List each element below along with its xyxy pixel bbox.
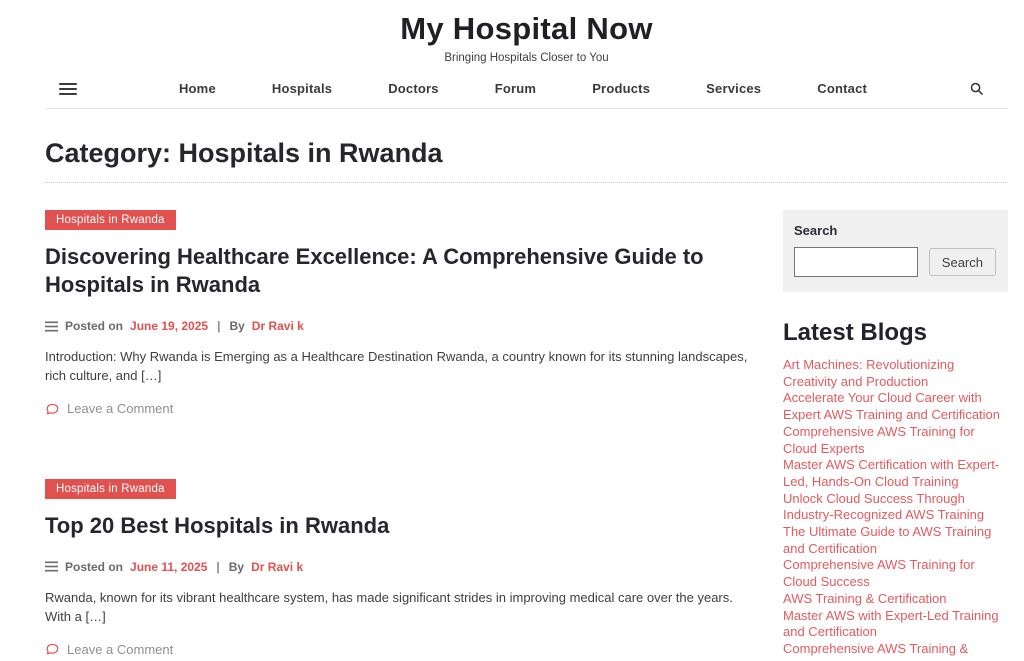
- post-excerpt: Rwanda, known for its vibrant healthcare system, has made significant strides in improving medical care over the years. With a […]: [45, 588, 759, 626]
- post-author[interactable]: Dr Ravi k: [252, 319, 304, 333]
- posted-on-label: Posted on: [65, 319, 123, 333]
- search-label: Search: [794, 223, 996, 238]
- list-icon: [45, 321, 58, 332]
- nav-item-home[interactable]: Home: [179, 81, 216, 96]
- list-item: [783, 557, 1008, 590]
- hamburger-icon: [59, 83, 77, 85]
- latest-blog-link[interactable]: AWS Training & Certification: [783, 591, 1008, 608]
- leave-comment-label: Leave a Comment: [67, 401, 173, 416]
- posted-on-label: Posted on: [65, 560, 123, 574]
- latest-blogs-heading: Latest Blogs: [783, 319, 1008, 347]
- menu-toggle-button[interactable]: [59, 80, 77, 98]
- nav-item-hospitals[interactable]: Hospitals: [272, 81, 332, 96]
- nav-item: [592, 80, 650, 98]
- category-header: [45, 138, 1008, 183]
- search-button[interactable]: Search: [929, 248, 996, 276]
- category-badge[interactable]: Hospitals in Rwanda: [45, 210, 176, 230]
- post-card: [45, 479, 759, 661]
- nav-item: [388, 80, 439, 98]
- nav-item: [817, 80, 867, 98]
- latest-blog-link[interactable]: The Ultimate Guide to AWS Training and Certification: [783, 524, 1008, 557]
- nav-item: [272, 80, 332, 98]
- post-meta: [45, 560, 759, 574]
- post-title-link[interactable]: Discovering Healthcare Excellence: A Comprehensive Guide to Hospitals in Rwanda: [45, 244, 704, 297]
- meta-separator: |: [216, 560, 219, 574]
- main-nav: [45, 69, 1008, 109]
- nav-item-forum[interactable]: Forum: [495, 81, 536, 96]
- list-item: [783, 390, 1008, 423]
- nav-item-doctors[interactable]: Doctors: [388, 81, 439, 96]
- page-container: [45, 0, 1008, 661]
- latest-blogs-list: [783, 357, 1008, 658]
- search-widget: [783, 210, 1008, 292]
- site-header: [45, 0, 1008, 64]
- nav-item: [495, 80, 536, 98]
- latest-blog-link[interactable]: Comprehensive AWS Training &: [783, 641, 1008, 658]
- nav-item-contact[interactable]: Contact: [817, 81, 867, 96]
- nav-item-services[interactable]: Services: [706, 81, 761, 96]
- post-author[interactable]: Dr Ravi k: [251, 560, 303, 574]
- post-meta: [45, 319, 759, 333]
- latest-blog-link[interactable]: Comprehensive AWS Training for Cloud Experts: [783, 424, 1008, 457]
- post-title: [45, 243, 750, 299]
- nav-item: [179, 80, 216, 98]
- list-item: [783, 641, 1008, 658]
- list-item: [783, 524, 1008, 557]
- sidebar: [783, 210, 1008, 661]
- list-item: [783, 591, 1008, 608]
- meta-separator: |: [217, 319, 220, 333]
- list-item: [783, 457, 1008, 490]
- nav-list: [179, 80, 867, 98]
- latest-blog-link[interactable]: Master AWS Certification with Expert-Led, Hands-On Cloud Training: [783, 457, 1008, 490]
- nav-item: [706, 80, 761, 98]
- nav-item-products[interactable]: Products: [592, 81, 650, 96]
- search-icon[interactable]: [969, 81, 984, 96]
- post-title-link[interactable]: Top 20 Best Hospitals in Rwanda: [45, 513, 389, 538]
- post-excerpt: Introduction: Why Rwanda is Emerging as a Healthcare Destination Rwanda, a country known for its stunning landscapes, rich culture, and […]: [45, 347, 759, 385]
- latest-blog-link[interactable]: Unlock Cloud Success Through Industry-Recognized AWS Training: [783, 491, 1008, 524]
- post-title: [45, 512, 750, 540]
- list-item: [783, 357, 1008, 390]
- post-date[interactable]: June 11, 2025: [130, 560, 207, 574]
- category-badge[interactable]: Hospitals in Rwanda: [45, 479, 176, 499]
- list-item: [783, 608, 1008, 641]
- leave-comment-link[interactable]: [45, 642, 173, 657]
- post-date[interactable]: June 19, 2025: [130, 319, 208, 333]
- site-title[interactable]: My Hospital Now: [45, 11, 1008, 47]
- list-item: [783, 491, 1008, 524]
- latest-blog-link[interactable]: Comprehensive AWS Training for Cloud Success: [783, 557, 1008, 590]
- site-tagline: Bringing Hospitals Closer to You: [45, 52, 1008, 64]
- post-card: [45, 210, 759, 421]
- leave-comment-link[interactable]: [45, 401, 173, 416]
- latest-blog-link[interactable]: Accelerate Your Cloud Career with Expert AWS Training and Certification: [783, 390, 1008, 423]
- search-input[interactable]: [794, 247, 918, 277]
- leave-comment-label: Leave a Comment: [67, 642, 173, 657]
- list-icon: [45, 561, 58, 572]
- latest-blog-link[interactable]: Master AWS with Expert-Led Training and Certification: [783, 608, 1008, 641]
- posts-column: [45, 210, 759, 661]
- by-label: By: [229, 560, 244, 574]
- page-title: Category: Hospitals in Rwanda: [45, 138, 1008, 169]
- comment-bubble-icon: [45, 642, 60, 656]
- list-item: [783, 424, 1008, 457]
- latest-blog-link[interactable]: Art Machines: Revolutionizing Creativity and Production: [783, 357, 1008, 390]
- by-label: By: [229, 319, 244, 333]
- comment-bubble-icon: [45, 402, 60, 416]
